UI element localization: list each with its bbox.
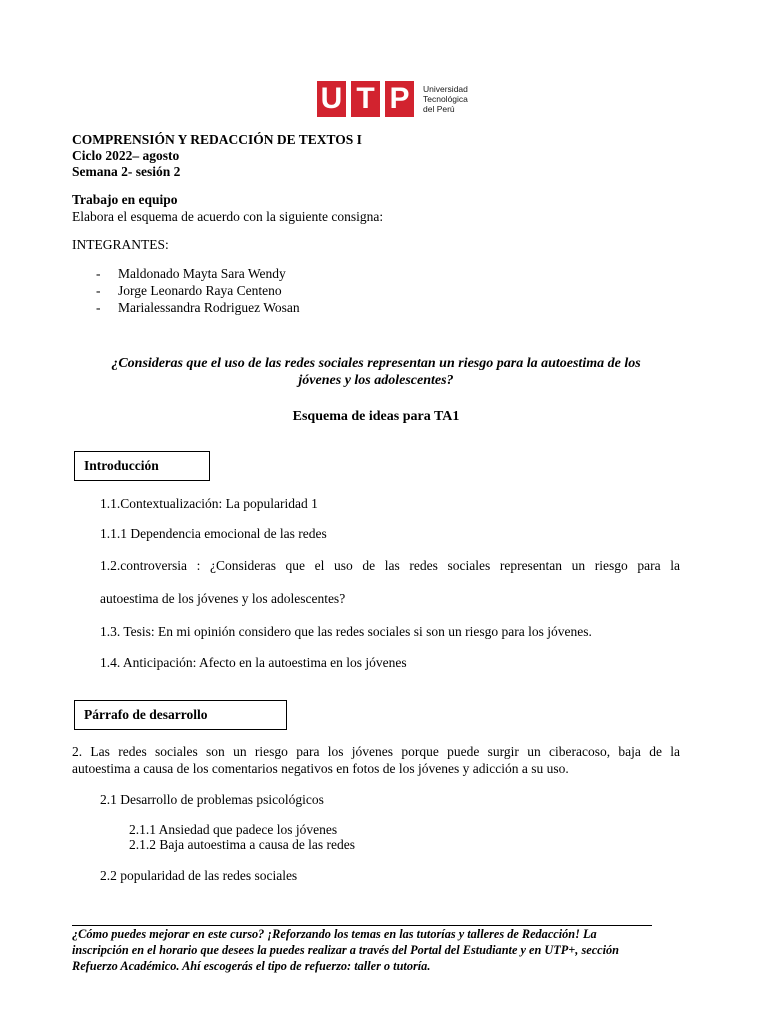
- intro-anticipation: 1.4. Anticipación: Afecto en la autoestima en los jóvenes: [100, 655, 407, 670]
- intro-controversy-line-2: autoestima de los jóvenes y los adolescentes?: [100, 591, 346, 606]
- intro-thesis: 1.3. Tesis: En mi opinión considero que las redes sociales si son un riesgo para los jóvenes.: [100, 624, 592, 639]
- question-line-2: jóvenes y los adolescentes?: [298, 373, 454, 388]
- members-label: INTEGRANTES:: [72, 237, 169, 252]
- footer-line-2: inscripción en el horario que desees la puedes realizar a través del Portal del Estudiante y en UTP+, sección: [72, 943, 620, 957]
- member-name: Marialessandra Rodriguez Wosan: [118, 299, 300, 315]
- introduction-heading-box: [74, 451, 210, 481]
- footer-note: [72, 926, 680, 974]
- intro-contextualization: 1.1.Contextualización: La popularidad 1: [100, 496, 318, 511]
- member-item: [96, 282, 300, 299]
- development-main-line-2: autoestima a causa de los comentarios negativos en fotos de los jóvenes y adicción a su uso.: [72, 761, 569, 776]
- development-main-line-1: 2. Las redes sociales son un riesgo para los jóvenes porque puede surgir un ciberacoso, baja de la: [72, 744, 680, 759]
- logo-name-line-3: del Perú: [423, 104, 455, 114]
- intro-dependency: 1.1.1 Dependencia emocional de las redes: [100, 526, 327, 541]
- development-heading: Párrafo de desarrollo: [84, 707, 208, 722]
- development-heading-box: [74, 700, 287, 730]
- scheme-title: Esquema de ideas para TA1: [292, 409, 460, 424]
- logo-letter-t: T: [351, 81, 380, 117]
- logo-letter-p: P: [385, 81, 414, 117]
- development-sub-1-1: 2.1.1 Ansiedad que padece los jóvenes: [129, 822, 338, 837]
- development-sub-1: 2.1 Desarrollo de problemas psicológicos: [100, 792, 324, 807]
- development-sub-2: 2.2 popularidad de las redes sociales: [100, 868, 298, 883]
- bullet-dash: -: [96, 282, 101, 298]
- question-line-1: ¿Consideras que el uso de las redes sociales representan un riesgo para la autoestima de los: [111, 356, 641, 371]
- logo-name-line-1: Universidad: [423, 84, 468, 94]
- intro-controversy-line-1: 1.2.controversia : ¿Consideras que el uso de las redes sociales representan un riesgo para la: [100, 558, 680, 573]
- development-sub-1-2: 2.1.2 Baja autoestima a causa de las redes: [129, 837, 356, 852]
- member-name: Maldonado Mayta Sara Wendy: [118, 265, 286, 281]
- introduction-heading: Introducción: [84, 458, 159, 473]
- member-name: Jorge Leonardo Raya Centeno: [118, 282, 282, 298]
- members-list: [96, 265, 300, 316]
- member-item: [96, 299, 300, 316]
- assignment-title: Trabajo en equipo: [72, 192, 178, 207]
- footer-line-3: Refuerzo Académico. Ahí escogerás el tipo de refuerzo: taller o tutoría.: [72, 959, 431, 973]
- course-cycle: Ciclo 2022– agosto: [72, 148, 180, 163]
- logo-letter-u: U: [317, 81, 346, 117]
- bullet-dash: -: [96, 299, 101, 315]
- assignment-instruction: Elabora el esquema de acuerdo con la siguiente consigna:: [72, 209, 384, 224]
- utp-logo: [317, 81, 468, 117]
- course-header: [72, 132, 472, 180]
- logo-university-name: [423, 84, 468, 114]
- bullet-dash: -: [96, 265, 101, 281]
- footer-line-1: ¿Cómo puedes mejorar en este curso? ¡Reforzando los temas en las tutorías y talleres de Redacción! La: [72, 927, 597, 941]
- course-title: COMPRENSIÓN Y REDACCIÓN DE TEXTOS I: [72, 132, 362, 147]
- logo-name-line-2: Tecnológica: [423, 94, 468, 104]
- guiding-question: [72, 355, 680, 389]
- member-item: [96, 265, 300, 282]
- course-week: Semana 2- sesión 2: [72, 164, 181, 179]
